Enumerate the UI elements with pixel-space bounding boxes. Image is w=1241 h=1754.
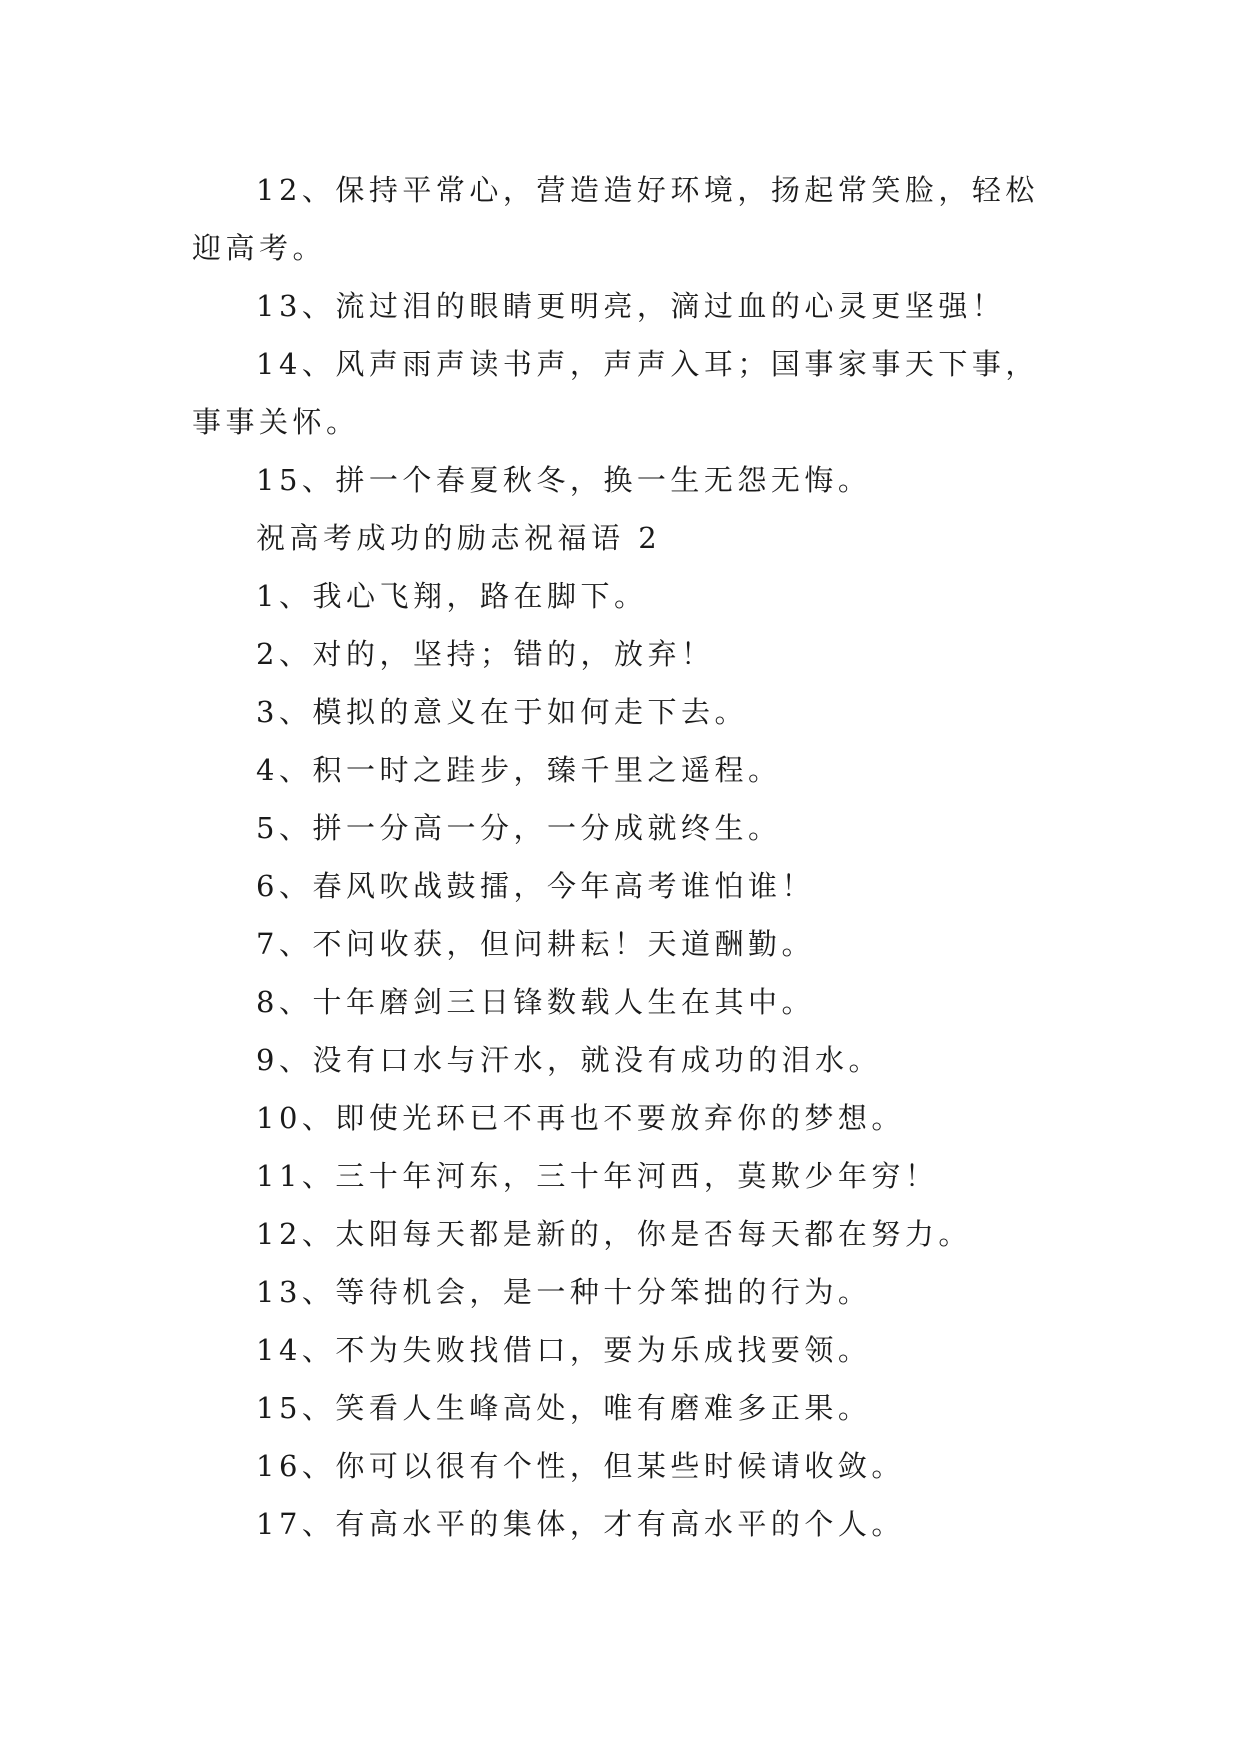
paragraph: 16、你可以很有个性，但某些时候请收敛。	[256, 1449, 905, 1483]
section-heading: 祝高考成功的励志祝福语 2	[256, 521, 662, 555]
paragraph: 15、拼一个春夏秋冬，换一生无怨无悔。	[256, 463, 872, 497]
paragraph: 5、拼一分高一分，一分成就终生。	[256, 811, 782, 845]
paragraph: 15、笑看人生峰高处，唯有磨难多正果。	[256, 1391, 872, 1425]
paragraph: 14、不为失败找借口，要为乐成找要领。	[256, 1333, 872, 1367]
paragraph: 14、风声雨声读书声，声声入耳；国事家事天下事，事事关怀。	[192, 347, 1039, 439]
paragraph: 10、即使光环已不再也不要放弃你的梦想。	[256, 1101, 905, 1135]
paragraph: 13、流过泪的眼睛更明亮，滴过血的心灵更坚强！	[256, 289, 1006, 323]
paragraph: 2、对的，坚持；错的，放弃！	[256, 637, 715, 671]
paragraph: 11、三十年河东，三十年河西，莫欺少年穷！	[256, 1159, 939, 1193]
paragraph: 17、有高水平的集体，才有高水平的个人。	[256, 1507, 905, 1541]
paragraph: 12、保持平常心，营造造好环境，扬起常笑脸，轻松迎高考。	[192, 173, 1039, 265]
paragraph: 3、模拟的意义在于如何走下去。	[256, 695, 748, 729]
paragraph: 13、等待机会，是一种十分笨拙的行为。	[256, 1275, 872, 1309]
paragraph: 7、不问收获，但问耕耘！天道酬勤。	[256, 927, 815, 961]
paragraph: 9、没有口水与汗水，就没有成功的泪水。	[256, 1043, 882, 1077]
paragraph: 6、春风吹战鼓擂，今年高考谁怕谁！	[256, 869, 815, 903]
paragraph: 8、十年磨剑三日锋数载人生在其中。	[256, 985, 815, 1019]
paragraph: 12、太阳每天都是新的，你是否每天都在努力。	[256, 1217, 972, 1251]
paragraph: 4、积一时之跬步，臻千里之遥程。	[256, 753, 782, 787]
document-body	[192, 161, 1052, 1553]
paragraph: 1、我心飞翔，路在脚下。	[256, 579, 648, 613]
